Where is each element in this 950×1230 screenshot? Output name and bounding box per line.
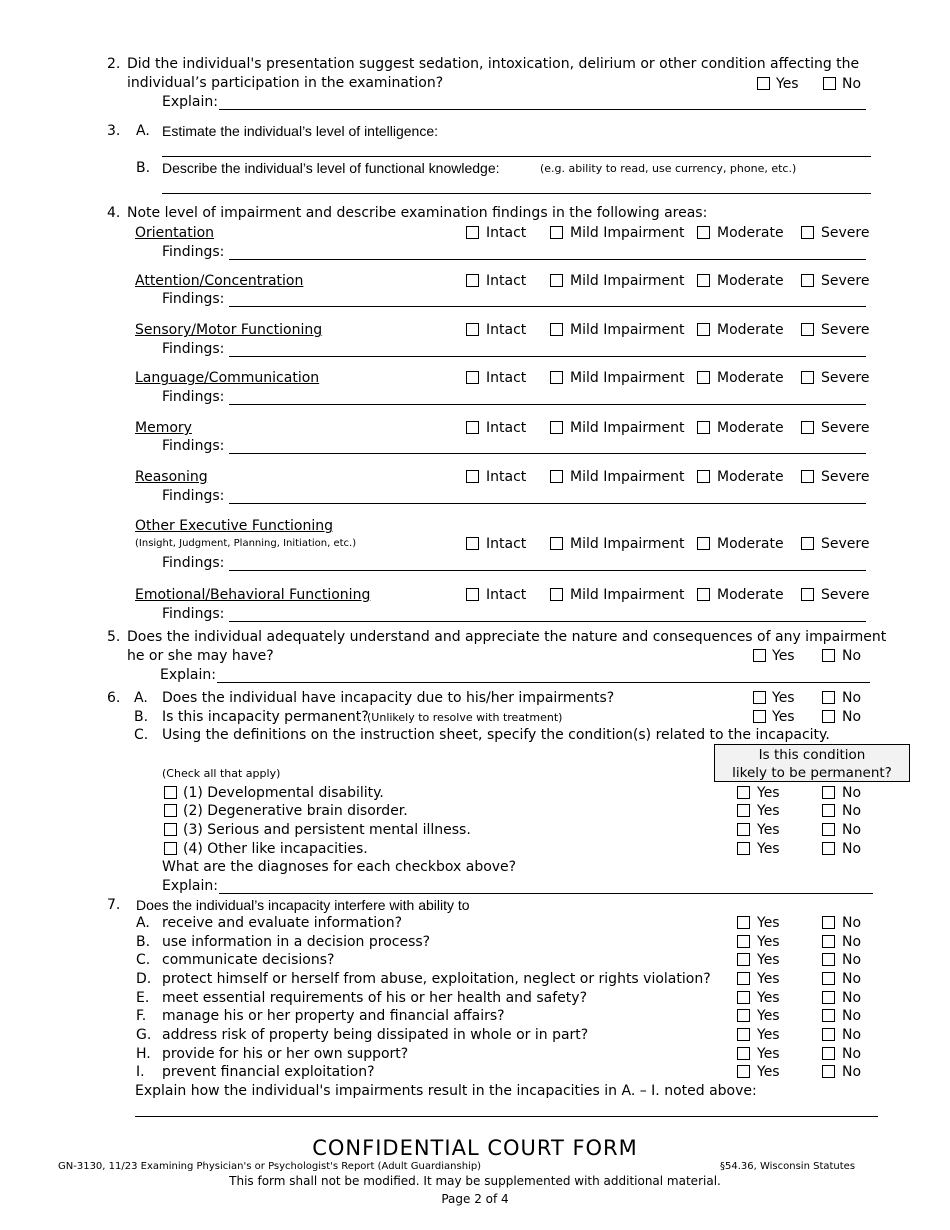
item-text: use information in a decision process? [162, 934, 431, 950]
sensory-moderate-checkbox[interactable] [697, 323, 710, 336]
q7-c-no-checkbox[interactable] [822, 953, 835, 966]
condition-3-label: (3) Serious and persistent mental illness. [183, 822, 471, 838]
q6-c-letter: C. [134, 727, 149, 743]
level-mild-label: Mild Impairment [570, 536, 685, 552]
permanent-header-line2: likely to be permanent? [732, 765, 892, 781]
q5-number: 5. [107, 629, 121, 645]
yes-label: Yes [757, 1064, 780, 1080]
q7-e-yes-checkbox[interactable] [737, 991, 750, 1004]
q2-explain-line[interactable] [219, 109, 866, 110]
yes-label: Yes [757, 1027, 780, 1043]
q7-g-no-checkbox[interactable] [822, 1028, 835, 1041]
no-label: No [842, 1008, 862, 1024]
level-mild-label: Mild Impairment [570, 273, 685, 289]
executive-moderate-checkbox[interactable] [697, 537, 710, 550]
q2-no-label: No [842, 76, 862, 92]
q7-explain-text: Explain how the individual's impairments result in the incapacities in A. – I. noted above: [135, 1083, 757, 1099]
no-label: No [842, 971, 862, 987]
yes-label: Yes [757, 934, 780, 950]
q6-b-note: (Unlikely to resolve with treatment) [367, 711, 563, 724]
executive-findings-line[interactable] [229, 570, 866, 571]
condition-1-no-checkbox[interactable] [822, 786, 835, 799]
findings-label: Findings: [162, 341, 225, 357]
memory-intact-checkbox[interactable] [466, 421, 479, 434]
q5-no-label: No [842, 648, 862, 664]
condition-1-checkbox[interactable] [164, 786, 177, 799]
level-moderate-label: Moderate [717, 469, 784, 485]
q6-a-yes-checkbox[interactable] [753, 691, 766, 704]
item-text: communicate decisions? [162, 952, 335, 968]
level-moderate-label: Moderate [717, 322, 784, 338]
area-name: Other Executive Functioning [135, 518, 334, 534]
emotional-moderate-checkbox[interactable] [697, 588, 710, 601]
language-findings-line[interactable] [229, 404, 866, 405]
no-label: No [842, 915, 862, 931]
attention-severe-checkbox[interactable] [801, 274, 814, 287]
condition-2-yes-checkbox[interactable] [737, 804, 750, 817]
item-letter: E. [136, 990, 150, 1006]
area-name: Orientation [135, 225, 215, 241]
q2-number: 2. [107, 56, 121, 72]
q7-b-no-checkbox[interactable] [822, 935, 835, 948]
condition-4-no-label: No [842, 841, 862, 857]
emotional-mild-checkbox[interactable] [550, 588, 563, 601]
findings-label: Findings: [162, 389, 225, 405]
reasoning-severe-checkbox[interactable] [801, 470, 814, 483]
level-intact-label: Intact [486, 370, 527, 386]
emotional-intact-checkbox[interactable] [466, 588, 479, 601]
condition-2-checkbox[interactable] [164, 804, 177, 817]
condition-2-no-checkbox[interactable] [822, 804, 835, 817]
q7-c-yes-checkbox[interactable] [737, 953, 750, 966]
yes-label: Yes [757, 990, 780, 1006]
q3-b-text: Describe the individual’s level of functional knowledge: [162, 160, 500, 176]
level-mild-label: Mild Impairment [570, 587, 685, 603]
level-intact-label: Intact [486, 225, 527, 241]
q7-d-no-checkbox[interactable] [822, 972, 835, 985]
findings-label: Findings: [162, 606, 225, 622]
no-label: No [842, 1027, 862, 1043]
item-letter: A. [136, 915, 150, 931]
level-moderate-label: Moderate [717, 536, 784, 552]
no-label: No [842, 990, 862, 1006]
level-mild-label: Mild Impairment [570, 420, 685, 436]
executive-mild-checkbox[interactable] [550, 537, 563, 550]
condition-4-no-checkbox[interactable] [822, 842, 835, 855]
q3-b-answer-line[interactable] [162, 193, 871, 194]
item-text: manage his or her property and financial affairs? [162, 1008, 505, 1024]
memory-findings-line[interactable] [229, 453, 866, 454]
memory-severe-checkbox[interactable] [801, 421, 814, 434]
level-intact-label: Intact [486, 273, 527, 289]
level-severe-label: Severe [821, 273, 870, 289]
yes-label: Yes [757, 915, 780, 931]
footer-notice: This form shall not be modified. It may be supplemented with additional material. [229, 1174, 721, 1188]
item-letter: C. [136, 952, 151, 968]
yes-label: Yes [757, 1008, 780, 1024]
findings-label: Findings: [162, 555, 225, 571]
condition-2-label: (2) Degenerative brain disorder. [183, 803, 408, 819]
q3-number: 3. [107, 123, 121, 139]
no-label: No [842, 1046, 862, 1062]
q2-text-line2: individual’s participation in the examination? [127, 75, 444, 91]
q7-f-no-checkbox[interactable] [822, 1009, 835, 1022]
findings-label: Findings: [162, 488, 225, 504]
memory-mild-checkbox[interactable] [550, 421, 563, 434]
q6-check-all-note: (Check all that apply) [162, 767, 281, 780]
q7-a-yes-checkbox[interactable] [737, 916, 750, 929]
language-intact-checkbox[interactable] [466, 371, 479, 384]
condition-3-checkbox[interactable] [164, 823, 177, 836]
q5-explain-line[interactable] [217, 682, 870, 683]
q7-f-yes-checkbox[interactable] [737, 1009, 750, 1022]
level-severe-label: Severe [821, 536, 870, 552]
q6-c-text: Using the definitions on the instruction sheet, specify the condition(s) related to the incapacity. [162, 727, 830, 743]
permanent-column-header [714, 744, 910, 782]
condition-1-label: (1) Developmental disability. [183, 785, 384, 801]
language-moderate-checkbox[interactable] [697, 371, 710, 384]
q2-no-checkbox[interactable] [823, 77, 836, 90]
item-text: protect himself or herself from abuse, exploitation, neglect or rights violation? [162, 971, 711, 987]
q3-b-letter: B. [136, 160, 151, 176]
condition-1-yes-label: Yes [757, 785, 780, 801]
level-mild-label: Mild Impairment [570, 322, 685, 338]
footer-title: CONFIDENTIAL COURT FORM [312, 1136, 638, 1160]
no-label: No [842, 934, 862, 950]
area-name: Emotional/Behavioral Functioning [135, 587, 371, 603]
q7-b-yes-checkbox[interactable] [737, 935, 750, 948]
q6-explain-line[interactable] [219, 893, 873, 894]
q6-a-letter: A. [134, 690, 148, 706]
footer-page-number: Page 2 of 4 [441, 1192, 509, 1206]
reasoning-findings-line[interactable] [229, 503, 866, 504]
level-moderate-label: Moderate [717, 273, 784, 289]
q6-a-text: Does the individual have incapacity due to his/her impairments? [162, 690, 615, 706]
no-label: No [842, 952, 862, 968]
attention-findings-line[interactable] [229, 306, 866, 307]
q4-text: Note level of impairment and describe examination findings in the following areas: [127, 205, 708, 221]
yes-label: Yes [757, 1046, 780, 1062]
q7-h-yes-checkbox[interactable] [737, 1047, 750, 1060]
yes-label: Yes [757, 971, 780, 987]
q6-b-yes-label: Yes [772, 709, 795, 725]
findings-label: Findings: [162, 291, 225, 307]
yes-label: Yes [757, 952, 780, 968]
footer-form-id: GN-3130, 11/23 Examining Physician's or Psychologist's Report (Adult Guardianship) [58, 1161, 482, 1172]
condition-3-no-label: No [842, 822, 862, 838]
condition-4-checkbox[interactable] [164, 842, 177, 855]
q3-a-letter: A. [136, 123, 150, 139]
item-text: provide for his or her own support? [162, 1046, 409, 1062]
level-intact-label: Intact [486, 469, 527, 485]
level-mild-label: Mild Impairment [570, 225, 685, 241]
level-intact-label: Intact [486, 420, 527, 436]
level-moderate-label: Moderate [717, 587, 784, 603]
item-letter: H. [136, 1046, 151, 1062]
condition-3-no-checkbox[interactable] [822, 823, 835, 836]
q6-b-no-checkbox[interactable] [822, 710, 835, 723]
q6-b-yes-checkbox[interactable] [753, 710, 766, 723]
q7-e-no-checkbox[interactable] [822, 991, 835, 1004]
orientation-severe-checkbox[interactable] [801, 226, 814, 239]
q6-a-yes-label: Yes [772, 690, 795, 706]
level-severe-label: Severe [821, 322, 870, 338]
emotional-severe-checkbox[interactable] [801, 588, 814, 601]
sensory-intact-checkbox[interactable] [466, 323, 479, 336]
q7-number: 7. [107, 897, 121, 913]
q6-number: 6. [107, 690, 121, 706]
q2-text-line1: Did the individual's presentation suggest sedation, intoxication, delirium or other condition affecting the [127, 56, 860, 72]
memory-moderate-checkbox[interactable] [697, 421, 710, 434]
item-text: prevent financial exploitation? [162, 1064, 375, 1080]
reasoning-mild-checkbox[interactable] [550, 470, 563, 483]
item-text: receive and evaluate information? [162, 915, 403, 931]
area-name: Sensory/Motor Functioning [135, 322, 323, 338]
area-name: Language/Communication [135, 370, 320, 386]
q6-a-no-label: No [842, 690, 862, 706]
attention-intact-checkbox[interactable] [466, 274, 479, 287]
q7-text: Does the individual’s incapacity interfere with ability to [136, 897, 470, 913]
q6-b-text: Is this incapacity permanent? [162, 709, 369, 725]
attention-mild-checkbox[interactable] [550, 274, 563, 287]
level-mild-label: Mild Impairment [570, 469, 685, 485]
level-moderate-label: Moderate [717, 420, 784, 436]
q7-a-no-checkbox[interactable] [822, 916, 835, 929]
level-severe-label: Severe [821, 587, 870, 603]
level-severe-label: Severe [821, 469, 870, 485]
level-moderate-label: Moderate [717, 370, 784, 386]
item-letter: F. [136, 1008, 147, 1024]
reasoning-moderate-checkbox[interactable] [697, 470, 710, 483]
level-moderate-label: Moderate [717, 225, 784, 241]
orientation-moderate-checkbox[interactable] [697, 226, 710, 239]
condition-3-yes-checkbox[interactable] [737, 823, 750, 836]
language-mild-checkbox[interactable] [550, 371, 563, 384]
findings-label: Findings: [162, 244, 225, 260]
q7-d-yes-checkbox[interactable] [737, 972, 750, 985]
q2-explain-label: Explain: [162, 94, 218, 110]
no-label: No [842, 1064, 862, 1080]
item-letter: I. [136, 1064, 145, 1080]
q7-h-no-checkbox[interactable] [822, 1047, 835, 1060]
level-severe-label: Severe [821, 370, 870, 386]
q6-a-no-checkbox[interactable] [822, 691, 835, 704]
q5-yes-label: Yes [772, 648, 795, 664]
language-severe-checkbox[interactable] [801, 371, 814, 384]
item-letter: G. [136, 1027, 152, 1043]
item-text: meet essential requirements of his or her health and safety? [162, 990, 588, 1006]
orientation-mild-checkbox[interactable] [550, 226, 563, 239]
footer-statute: §54.36, Wisconsin Statutes [720, 1161, 856, 1172]
condition-2-yes-label: Yes [757, 803, 780, 819]
findings-label: Findings: [162, 438, 225, 454]
q7-i-yes-checkbox[interactable] [737, 1065, 750, 1078]
level-mild-label: Mild Impairment [570, 370, 685, 386]
area-name: Memory [135, 420, 192, 436]
item-letter: D. [136, 971, 152, 987]
q3-b-note: (e.g. ability to read, use currency, phone, etc.) [540, 162, 797, 175]
sensory-severe-checkbox[interactable] [801, 323, 814, 336]
condition-4-label: (4) Other like incapacities. [183, 841, 368, 857]
level-severe-label: Severe [821, 420, 870, 436]
condition-4-yes-label: Yes [757, 841, 780, 857]
q3-a-answer-line[interactable] [162, 156, 871, 157]
area-name: Reasoning [135, 469, 208, 485]
q7-g-yes-checkbox[interactable] [737, 1028, 750, 1041]
q6-b-no-label: No [842, 709, 862, 725]
q6-diagnoses-question: What are the diagnoses for each checkbox above? [162, 859, 517, 875]
emotional-findings-line[interactable] [229, 621, 866, 622]
q2-yes-label: Yes [776, 76, 799, 92]
q3-a-text: Estimate the individual’s level of intelligence: [162, 123, 439, 139]
level-intact-label: Intact [486, 587, 527, 603]
condition-1-no-label: No [842, 785, 862, 801]
level-severe-label: Severe [821, 225, 870, 241]
level-intact-label: Intact [486, 536, 527, 552]
item-letter: B. [136, 934, 151, 950]
item-text: address risk of property being dissipated in whole or in part? [162, 1027, 589, 1043]
q7-explain-line[interactable] [135, 1116, 878, 1117]
condition-2-no-label: No [842, 803, 862, 819]
q5-explain-label: Explain: [160, 667, 216, 683]
condition-3-yes-label: Yes [757, 822, 780, 838]
area-name: Attention/Concentration [135, 273, 304, 289]
condition-4-yes-checkbox[interactable] [737, 842, 750, 855]
attention-moderate-checkbox[interactable] [697, 274, 710, 287]
q6-b-letter: B. [134, 709, 149, 725]
area-note: (Insight, Judgment, Planning, Initiation, etc.) [135, 538, 357, 549]
q6-explain-label: Explain: [162, 878, 218, 894]
q5-text-line1: Does the individual adequately understand and appreciate the nature and consequences of any impairment [127, 629, 887, 645]
executive-severe-checkbox[interactable] [801, 537, 814, 550]
sensory-mild-checkbox[interactable] [550, 323, 563, 336]
q5-yes-checkbox[interactable] [753, 649, 766, 662]
q5-no-checkbox[interactable] [822, 649, 835, 662]
sensory-findings-line[interactable] [229, 356, 866, 357]
q4-number: 4. [107, 205, 121, 221]
orientation-intact-checkbox[interactable] [466, 226, 479, 239]
executive-intact-checkbox[interactable] [466, 537, 479, 550]
orientation-findings-line[interactable] [229, 259, 866, 260]
reasoning-intact-checkbox[interactable] [466, 470, 479, 483]
permanent-header-line1: Is this condition [758, 747, 866, 763]
level-intact-label: Intact [486, 322, 527, 338]
q2-yes-checkbox[interactable] [757, 77, 770, 90]
condition-1-yes-checkbox[interactable] [737, 786, 750, 799]
q7-i-no-checkbox[interactable] [822, 1065, 835, 1078]
q5-text-line2: he or she may have? [127, 648, 274, 664]
